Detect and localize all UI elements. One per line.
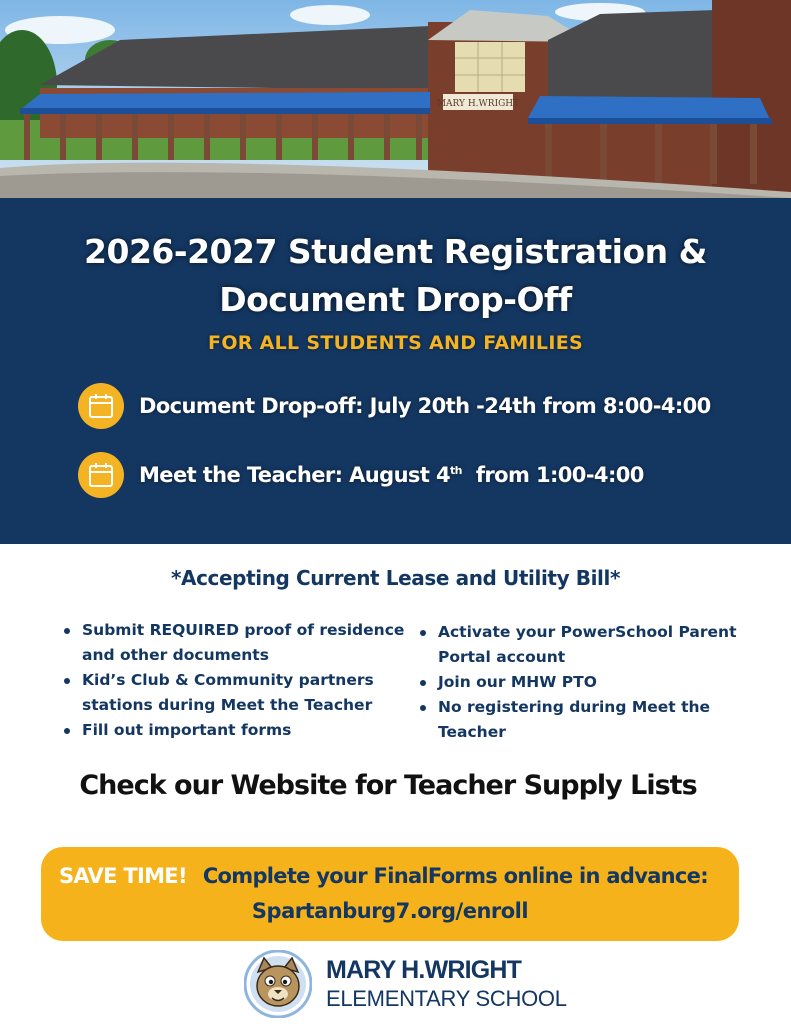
bullet-list-left <box>62 618 422 743</box>
school-type: ELEMENTARY SCHOOL <box>326 986 567 1011</box>
accepting-note: *Accepting Current Lease and Utility Bill* <box>170 566 621 590</box>
save-time-banner <box>41 847 739 941</box>
event-label: Meet the Teacher: August 4th from 1:00-4:00 <box>139 463 644 487</box>
building-illustration <box>0 0 791 198</box>
calendar-icon <box>78 452 124 498</box>
list-item: Join our MHW PTO <box>418 670 763 695</box>
school-name: MARY H.WRIGHT <box>326 956 522 984</box>
building-sign-text: MARY H.WRIGHT <box>436 99 520 109</box>
list-item: No registering during Meet the Teacher <box>418 695 763 745</box>
save-time-tag: SAVE TIME! <box>59 864 187 888</box>
event-document-dropoff <box>78 383 711 429</box>
bullet-list-right <box>418 620 763 745</box>
finalforms-instruction: Complete your FinalForms online in advance: <box>202 864 708 888</box>
bobcat-mascot-logo <box>244 950 312 1018</box>
list-item: Activate your PowerSchool Parent Portal account <box>418 620 763 670</box>
list-item: Kid’s Club & Community partners stations during Meet the Teacher <box>62 668 422 718</box>
registration-banner <box>0 198 791 544</box>
calendar-icon <box>78 383 124 429</box>
event-meet-the-teacher <box>78 452 644 498</box>
page-title: 2026-2027 Student Registration & Document Drop-Off <box>84 232 707 319</box>
page-subtitle: FOR ALL STUDENTS AND FAMILIES <box>208 332 583 354</box>
website-note: Check our Website for Teacher Supply Lists <box>79 770 697 801</box>
list-item: Submit REQUIRED proof of residence and other documents <box>62 618 422 668</box>
enroll-link[interactable]: Spartanburg7.org/enroll <box>251 899 529 923</box>
list-item: Fill out important forms <box>62 718 422 743</box>
school-building-photo <box>0 0 791 198</box>
event-label: Document Drop-off: July 20th -24th from 8:00-4:00 <box>139 394 711 418</box>
